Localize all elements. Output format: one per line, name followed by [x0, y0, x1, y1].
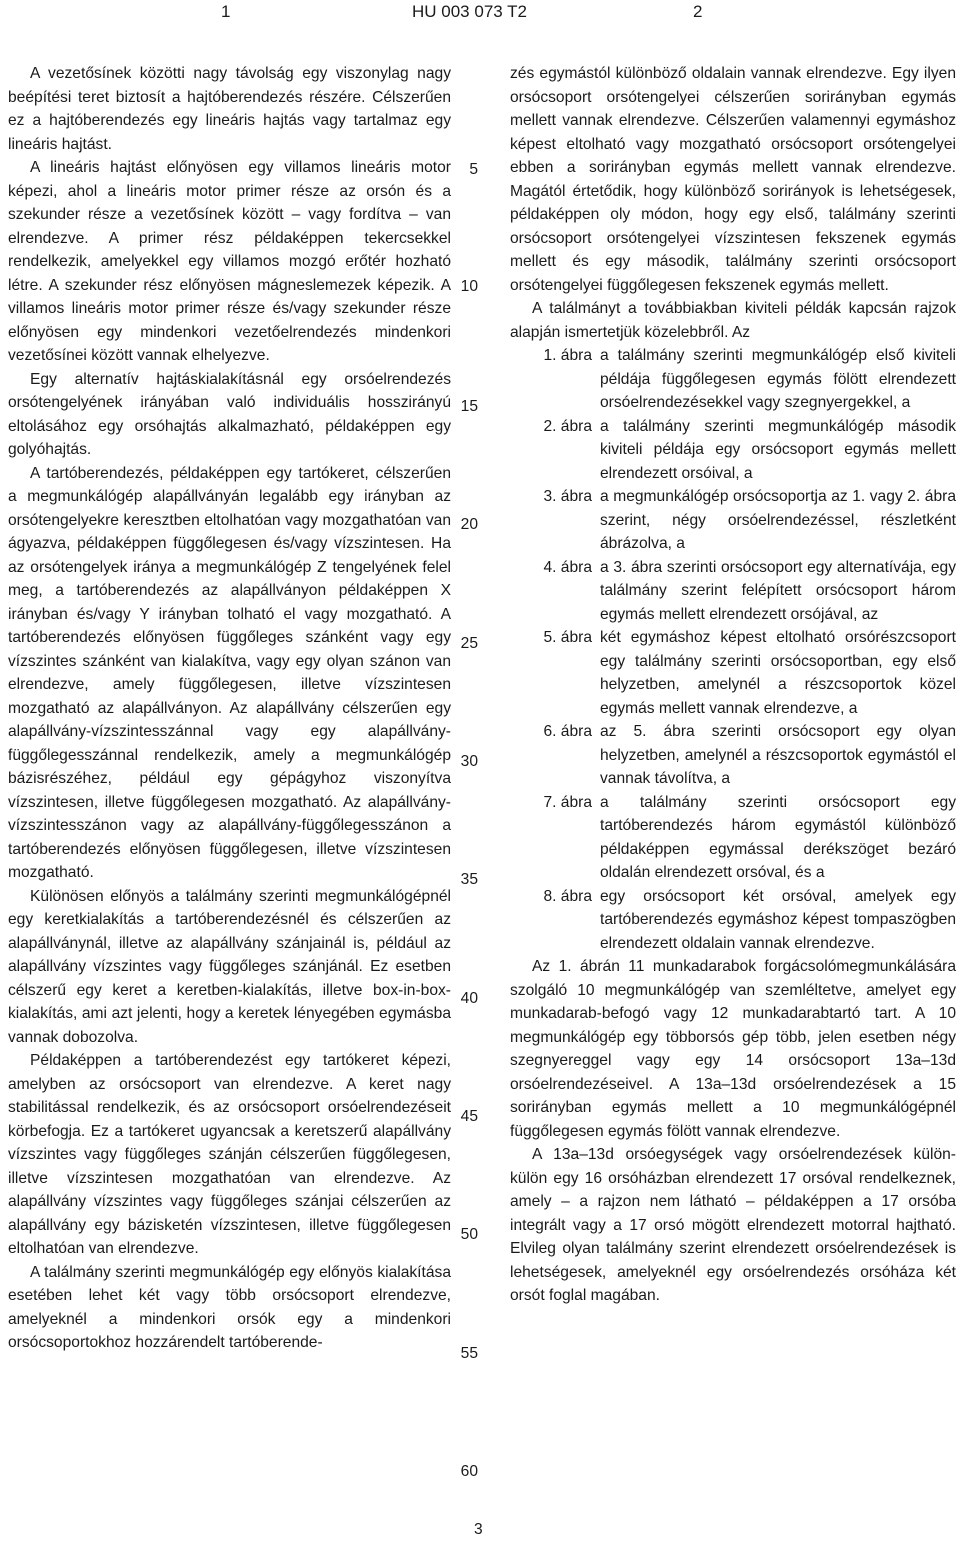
line-number: 10 [460, 278, 478, 295]
line-number: 20 [460, 516, 478, 533]
right-text-column [510, 62, 956, 1308]
figure-description: a találmány szerinti megmunkálógép második kiviteli példája egy orsócsoport egymás mellett elrendezett orsóival, a [600, 417, 956, 482]
figure-list-item [510, 720, 956, 791]
figure-list-item [510, 626, 956, 720]
figure-label: 5. ábra [543, 629, 592, 646]
line-number: 55 [460, 1345, 478, 1362]
line-number: 15 [460, 398, 478, 415]
left-text-column [8, 62, 451, 1355]
figure-label: 2. ábra [543, 417, 592, 435]
line-number: 50 [460, 1226, 478, 1243]
paragraph: A vezetősínek közötti nagy távolság egy viszonylag nagy beépítési teret biztosít a hajtóberendezés részére. Célszerűen ez a hajtóberendezés egy lineáris hajtás vagy tartalmaz egy lineáris hajtást. [8, 65, 451, 153]
paragraph: Példaképpen a tartóberendezést egy tartókeret képezi, amelyben az orsócsoport van elrendezve. A keret nagy stabilitással rendelkezik, és az orsócsoport orsóelrendezéseit körbefogja. Ez a tartókeret ugyancsak a keretszerű alapállvány vízszintes vagy függőleges szánján célszerűen függőlegesen, illetve vízszintesen mozgathatóan van elrendezve. Az alapállvány vízszintes vagy függőleges szánjai célszerűen az alapállvány egy bázisketén vízszintesen, illetve függőlegesen eltolhatóan van elrendezve. [8, 1052, 451, 1257]
figure-label: 7. ábra [543, 793, 592, 811]
paragraph: A tartóberendezés, példaképpen egy tartókeret, célszerűen a megmunkálógép alapállványán legalább egy irányban az orsótengelyekre keresztben eltolhatóan vagy mozgathatóan van ágyazva, példaképpen függőlegesen és/vagy vízszintesen. Ha az orsótengelyek iránya a megmunkálógép Z tengelyének felel meg, a tartóberendezés az alapállványon példaképpen X irányban és/vagy Y irányban tolható el vagy mozgatható. A tartóberendezés előnyösen függőleges szánként vagy egy vízszintes szánként van kialakítva, vagy egy olyan szánon van elrendezve, amely függőlegesen, illetve vízszintesen mozgatható az alapállványon. Az alapállvány célszerűen egy alapállvány-vízszintesszánnal vagy egy alapállvány-függőlegesszánnal rendelkezik, amely a megmunkálógép bázisrészéhez, például egy gépágyhoz viszonyítva vízszintesen, illetve függőlegesen mozgatható. Az alapállvány-vízszintesszánon vagy az alapállvány-függőlegesszánon a tartóberendezés előnyösen függőlegesen, illetve vízszintesen mozgatható. [8, 464, 451, 881]
figure-list-item [510, 556, 956, 627]
header-column-number-left: 1 [221, 2, 231, 21]
header-column-number-right: 2 [693, 2, 703, 21]
figure-list-item [510, 415, 956, 486]
paragraph: A lineáris hajtást előnyösen egy villamos lineáris motor képezi, ahol a lineáris motor primer része az orsón és a szekunder része a vezetősínek között – vagy fordítva – van elrendezve. A primer rész példaképpen tekercsekkel rendelkezik, amelyekkel egy villamos mozgó erőtér hozható létre. A szekunder rész előnyösen mágneslemezek képezik. A villamos lineáris motor primer része és/vagy szekunder része előnyösen egy mindenkori vezetőelrendezés mindenkori vezetősínei között vannak elhelyezve. [8, 159, 451, 364]
figure-description: az 5. ábra szerinti orsócsoport egy olyan helyzetben, amelynél a részcsoportok egymástól el vannak távolítva, a [600, 723, 956, 787]
paragraph: Az 1. ábrán 11 munkadarabok forgácsolómegmunkálására szolgáló 10 megmunkálógép van szemléltetve, amelyet egy munkadarab-befogó vagy 12 munkadarabtartó tart. A 10 megmunkálógép egy többorsós gép több, jelen esetben négy szegnyereggel vagy egy 14 orsócsoport 13a–13d orsóelrendezéseivel. A 13a–13d orsóelrendezések a 15 sorirányban egymás mellett a 10 megmunkálógépnél függőlegesen egymás fölött vannak elrendezve. [510, 958, 956, 1140]
paragraph: A 13a–13d orsóegységek vagy orsóelrendezések külön-külön egy 16 orsóházban elrendezett 17 orsóval rendelkeznek, amely – a rajzon nem látható – példaképpen a 17 orsóba integrált vagy a 17 orsó mögött elrendezett motorral hajtható. Elvileg olyan találmány szerint elrendezett orsóelrendezések is lehetségesek, amelyeknél egy orsóelrendezés orsóháza két orsót foglal magában. [510, 1146, 956, 1304]
paragraph: Egy alternatív hajtáskialakításnál egy orsóelrendezés orsótengelyének irányában való individuális hosszirányú eltolásához egy orsóhajtás alkalmazható, példaképpen egy golyóhajtás. [8, 370, 451, 458]
figure-label: 3. ábra [543, 488, 592, 505]
figure-label: 4. ábra [543, 558, 592, 576]
line-number: 30 [460, 753, 478, 770]
figure-label: 6. ábra [543, 723, 592, 740]
page-number: 3 [474, 1521, 483, 1538]
figure-list-item [510, 485, 956, 556]
figure-list-item [510, 885, 956, 956]
line-number: 40 [460, 990, 478, 1007]
figure-description: a találmány szerinti orsócsoport egy tartóberendezés három egymástól különböző példaképpen egymással derékszöget bezáró oldalán elrendezett orsóval, és a [600, 793, 956, 881]
figure-label: 1. ábra [543, 347, 592, 364]
figure-description: két egymáshoz képest eltolható orsórészcsoport egy találmány szerinti orsócsoportban, egy első helyzetben, amelynél a részcsoportok közel egymás mellett vannak elrendezve, a [600, 629, 956, 717]
line-number: 60 [460, 1463, 478, 1480]
paragraph: Különösen előnyös a találmány szerinti megmunkálógépnél egy keretkialakítás a tartóberendezésnél és célszerűen az alapállványnál, illetve az alapállvány szánjainál is, például az alapállvány vízszintes vagy függőleges szánjánál. Ez esetben célszerű egy keret a keretben-kialakítás, illetve box-in-box-kialakítás, ami azt jelenti, hogy a keretek lényegében egymásba vannak dobozolva. [8, 887, 451, 1046]
line-number: 25 [460, 635, 478, 652]
header-patent-number: HU 003 073 T2 [412, 2, 527, 21]
figure-label: 8. ábra [543, 887, 592, 905]
figure-description: a megmunkálógép orsócsoportja az 1. vagy 2. ábra szerint, négy orsóelrendezéssel, részletként ábrázolva, a [600, 488, 956, 552]
paragraph: A találmányt a továbbiakban kiviteli példák kapcsán rajzok alapján ismertetjük közelebbről. Az [510, 300, 956, 341]
figure-description: a találmány szerinti megmunkálógép első kiviteli példája függőlegesen egymás fölött elrendezett orsóelrendezésekkel vagy szegnyergekkel, a [600, 347, 956, 411]
line-number: 45 [460, 1108, 478, 1125]
figure-list [510, 344, 956, 955]
figure-description: egy orsócsoport két orsóval, amelyek egy tartóberendezés egymáshoz képest tompaszögben elrendezett oldalain vannak elrendezve. [600, 887, 956, 952]
line-number: 35 [460, 871, 478, 888]
figure-description: a 3. ábra szerinti orsócsoport egy alternatívája, egy találmány szerint felépített orsócsoport három egymás mellett elrendezett orsójával, az [600, 558, 956, 623]
paragraph: zés egymástól különböző oldalain vannak elrendezve. Egy ilyen orsócsoport orsótengelyei célszerűen sorirányban egymás mellett vannak elrendezve. Célszerűen valamennyi egymáshoz képest eltolható vagy mozgatható orsócsoport orsótengelyei ebben a sorirányban egymás mellett vannak elrendezve. Magától értetődik, hogy különböző sorirányok is lehetségesek, példaképpen oly módon, hogy egy első, találmány szerinti orsócsoport orsótengelyei vízszintesen fekszenek egymás mellett és egy második, találmány szerinti orsócsoport orsótengelyei függőlegesen fekszenek egymás mellett. [510, 65, 956, 294]
figure-list-item [510, 344, 956, 415]
figure-list-item [510, 791, 956, 885]
paragraph: A találmány szerinti megmunkálógép egy előnyös kialakítása esetében lehet két vagy több orsócsoport elrendezve, amelyeknél a mindenkori orsók egy a mindenkori orsócsoportokhoz hozzárendelt tartóberende- [8, 1263, 451, 1351]
line-number: 5 [469, 161, 478, 178]
